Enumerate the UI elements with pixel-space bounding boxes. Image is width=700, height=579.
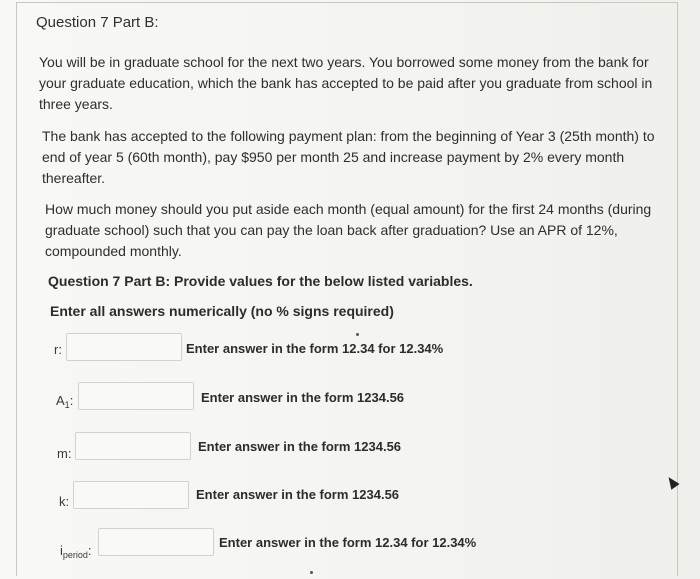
paragraph-line: How much money should you put aside each month (equal amount) for the first 24 months (during <box>45 201 652 217</box>
numeric-instructions: Enter all answers numerically (no % signs required) <box>50 303 394 319</box>
a1-label: $A_1$: <box>56 393 74 410</box>
question-paragraph-2 <box>42 126 655 189</box>
r-label: r: <box>54 342 62 357</box>
k-input[interactable] <box>73 481 189 509</box>
paragraph-line: The bank has accepted to the following payment plan: from the beginning of Year 3 (25th month) to <box>42 128 655 144</box>
paragraph-line: your graduate education, which the bank has accepted to be paid after you graduate from school in <box>39 75 653 91</box>
a1-format-hint: Enter answer in the form 1234.56 <box>201 390 405 405</box>
page-speck <box>356 333 359 336</box>
r-format-hint: Enter answer in the form 12.34 for 12.34% <box>186 341 444 356</box>
i-period-label: $i_{period}$: <box>60 543 92 560</box>
question-title: Question 7 Part B: <box>36 14 159 31</box>
paragraph-line: end of year 5 (60th month), pay $950 per month 25 and increase payment by 2% every month <box>42 149 625 165</box>
k-format-hint: Enter answer in the form 1234.56 <box>196 487 400 502</box>
k-label: k: <box>59 494 70 509</box>
m-format-hint: Enter answer in the form 1234.56 <box>198 439 402 454</box>
paragraph-line: three years. <box>39 96 113 112</box>
provide-values-heading: Question 7 Part B: Provide values for the below listed variables. <box>48 273 473 289</box>
i-period-format-hint: Enter answer in the form 12.34 for 12.34% <box>219 535 477 550</box>
paragraph-line: compounded monthly. <box>45 243 182 259</box>
m-label: m: <box>57 446 72 461</box>
a1-input[interactable] <box>78 382 194 410</box>
question-paragraph-1 <box>39 52 652 115</box>
paragraph-line: graduate school) such that you can pay the loan back after graduation? Use an APR of 12%, <box>45 222 618 238</box>
m-input[interactable] <box>75 432 191 460</box>
paragraph-line: thereafter. <box>42 170 106 186</box>
question-paragraph-3 <box>45 199 651 262</box>
paragraph-line: You will be in graduate school for the next two years. You borrowed some money from the bank for <box>39 54 649 70</box>
page-speck <box>310 571 313 574</box>
r-input[interactable] <box>66 333 182 361</box>
i-period-input[interactable] <box>98 528 214 556</box>
